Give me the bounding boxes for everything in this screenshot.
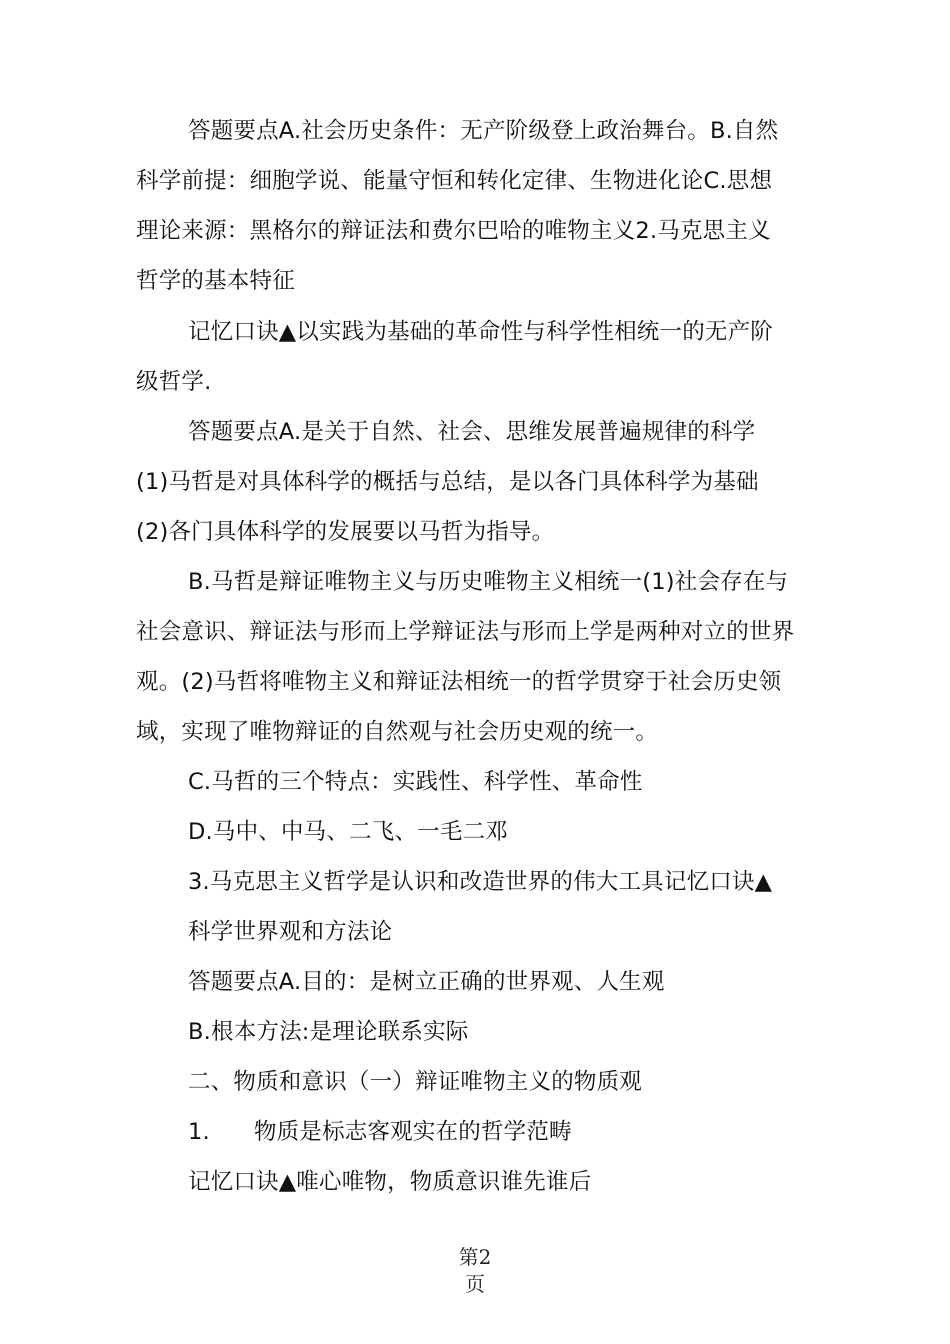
text-line: (1)马哲是对具体科学的概括与总结，是以各门具体科学为基础	[136, 469, 759, 495]
text-line: D.马中、中马、二飞、一毛二邓	[188, 819, 508, 845]
text-line: 3.马克思主义哲学是认识和改造世界的伟大工具记忆口诀▲	[188, 869, 773, 895]
text-line: C.马哲的三个特点：实践性、科学性、革命性	[188, 769, 643, 795]
text-line: 1. 物质是标志客观实在的哲学范畴	[188, 1119, 572, 1145]
text-line: 社会意识、辩证法与形而上学辩证法与形而上学是两种对立的世界	[136, 619, 795, 645]
text-line: 二、物质和意识（一）辩证唯物主义的物质观	[188, 1069, 643, 1095]
text-line: 科学世界观和方法论	[188, 919, 393, 945]
text-line: 域，实现了唯物辩证的自然观与社会历史观的统一。	[136, 719, 659, 745]
text-line: 观。(2)马哲将唯物主义和辩证法相统一的哲学贯穿于社会历史领	[136, 669, 782, 695]
text-line: 记忆口诀▲唯心唯物，物质意识谁先谁后	[188, 1169, 592, 1195]
text-line: 答题要点A.是关于自然、社会、思维发展普遍规律的科学	[188, 419, 756, 445]
text-line: 理论来源：黑格尔的辩证法和费尔巴哈的唯物主义2.马克思主义	[136, 218, 771, 244]
text-line: (2)各门具体科学的发展要以马哲为指导。	[136, 519, 555, 545]
page-number: 第2	[458, 1245, 492, 1269]
text-line: 级哲学.	[136, 369, 212, 395]
text-line: B.根本方法:是理论联系实际	[188, 1019, 469, 1045]
text-line: 科学前提：细胞学说、能量守恒和转化定律、生物进化论C.思想	[136, 168, 773, 194]
text-line: 答题要点A.目的：是树立正确的世界观、人生观	[188, 969, 665, 995]
text-line: B.马哲是辩证唯物主义与历史唯物主义相统一(1)社会存在与	[188, 569, 789, 595]
page-number-suffix: 页	[465, 1272, 485, 1296]
text-line: 哲学的基本特征	[136, 268, 295, 294]
text-line: 答题要点A.社会历史条件：无产阶级登上政治舞台。B.自然	[188, 118, 779, 144]
text-line: 记忆口诀▲以实践为基础的革命性与科学性相统一的无产阶	[188, 319, 774, 345]
